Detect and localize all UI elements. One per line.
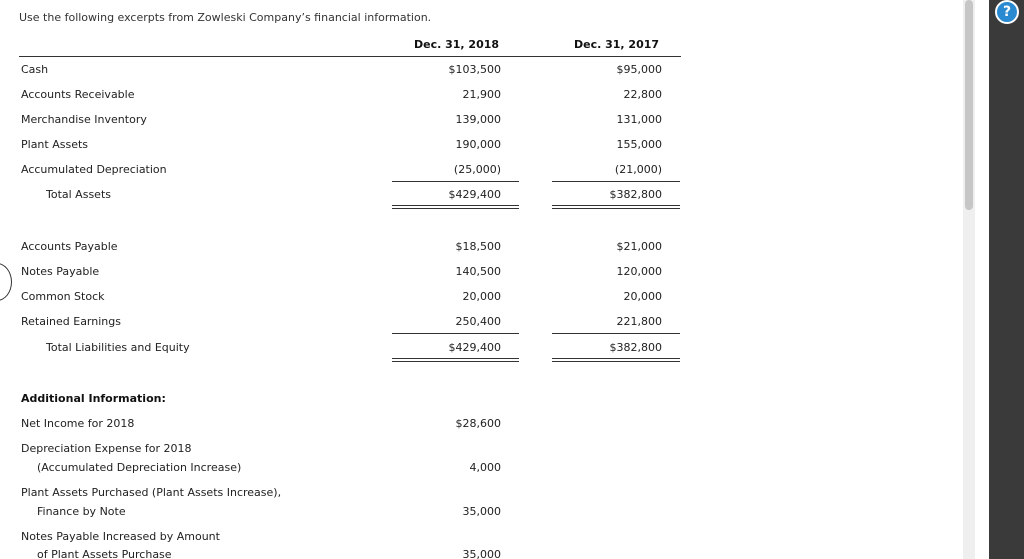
row-label: Retained Earnings (21, 315, 121, 328)
net-income-row (21, 417, 681, 435)
table-row (21, 113, 681, 131)
intro-text: Use the following excerpts from Zowleski Company’s financial information. (19, 11, 432, 24)
notes-increase-row (21, 530, 681, 548)
table-row (21, 88, 681, 106)
row-label: Total Assets (46, 188, 111, 201)
header-rule (19, 56, 681, 57)
value-2017: (21,000) (614, 163, 662, 176)
value-2018: $28,600 (455, 417, 501, 430)
row-label: of Plant Assets Purchase (37, 548, 172, 559)
value-2018: 35,000 (462, 505, 501, 518)
subtotal-rule-2018 (392, 333, 519, 334)
value-2017: 120,000 (616, 265, 662, 278)
row-label: Accounts Payable (21, 240, 118, 253)
row-label: Merchandise Inventory (21, 113, 147, 126)
value-2017: 131,000 (616, 113, 662, 126)
value-2018: $18,500 (455, 240, 501, 253)
row-label: Total Liabilities and Equity (46, 341, 190, 354)
value-2018: 4,000 (469, 461, 501, 474)
notes-increase-row-cont (21, 548, 681, 559)
value-2018: 21,900 (462, 88, 501, 101)
value-2018: 140,500 (455, 265, 501, 278)
value-2017: 20,000 (623, 290, 662, 303)
row-label: Common Stock (21, 290, 105, 303)
row-label: Plant Assets (21, 138, 89, 151)
plant-purchased-row (21, 486, 681, 504)
row-label: Notes Payable (21, 265, 100, 278)
total-liabilities-row (21, 341, 681, 359)
row-label: Notes Payable Increased by Amount (21, 530, 220, 543)
value-2017: $382,800 (609, 341, 662, 354)
row-label: Accounts Receivable (21, 88, 135, 101)
row-label: Finance by Note (37, 505, 126, 518)
table-row (21, 138, 681, 156)
scrollbar-thumb[interactable] (965, 0, 973, 210)
help-icon: ? (1002, 4, 1012, 20)
table-row (21, 63, 681, 81)
value-2017: 221,800 (616, 315, 662, 328)
value-2018: 35,000 (462, 548, 501, 559)
value-2018: 20,000 (462, 290, 501, 303)
column-header-2018: Dec. 31, 2018 (414, 38, 500, 51)
value-2018: 190,000 (455, 138, 501, 151)
value-2017: 155,000 (616, 138, 662, 151)
double-rule-2017 (552, 358, 680, 362)
subtotal-rule-2018 (392, 181, 519, 182)
side-panel (989, 0, 1024, 559)
table-row (21, 240, 681, 258)
value-2017: $95,000 (616, 63, 662, 76)
double-rule-2017 (552, 205, 680, 209)
table-row (21, 290, 681, 308)
subtotal-rule-2017 (552, 181, 680, 182)
depreciation-row-cont (21, 461, 681, 479)
value-2018: $103,500 (448, 63, 501, 76)
value-2017: 22,800 (623, 88, 662, 101)
table-row (21, 265, 681, 283)
row-label: Cash (21, 63, 49, 76)
row-label: (Accumulated Depreciation Increase) (37, 461, 242, 474)
double-rule-2018 (392, 205, 519, 209)
column-header-2017: Dec. 31, 2017 (574, 38, 660, 51)
annotation-circle (0, 263, 12, 301)
section-title: Additional Information: (21, 392, 166, 405)
value-2018: $429,400 (448, 188, 501, 201)
value-2018: $429,400 (448, 341, 501, 354)
row-label: Depreciation Expense for 2018 (21, 442, 192, 455)
value-2018: (25,000) (453, 163, 501, 176)
table-row (21, 315, 681, 333)
table-row (21, 163, 681, 181)
value-2018: 139,000 (455, 113, 501, 126)
subtotal-rule-2017 (552, 333, 680, 334)
help-button[interactable] (995, 0, 1019, 24)
value-2018: 250,400 (455, 315, 501, 328)
depreciation-row (21, 442, 681, 460)
row-label: Accumulated Depreciation (21, 163, 167, 176)
total-assets-row (21, 188, 681, 206)
value-2017: $21,000 (616, 240, 662, 253)
additional-info-heading (21, 392, 681, 410)
value-2017: $382,800 (609, 188, 662, 201)
row-label: Plant Assets Purchased (Plant Assets Increase), (21, 486, 282, 499)
double-rule-2018 (392, 358, 519, 362)
row-label: Net Income for 2018 (21, 417, 135, 430)
plant-purchased-row-cont (21, 505, 681, 523)
